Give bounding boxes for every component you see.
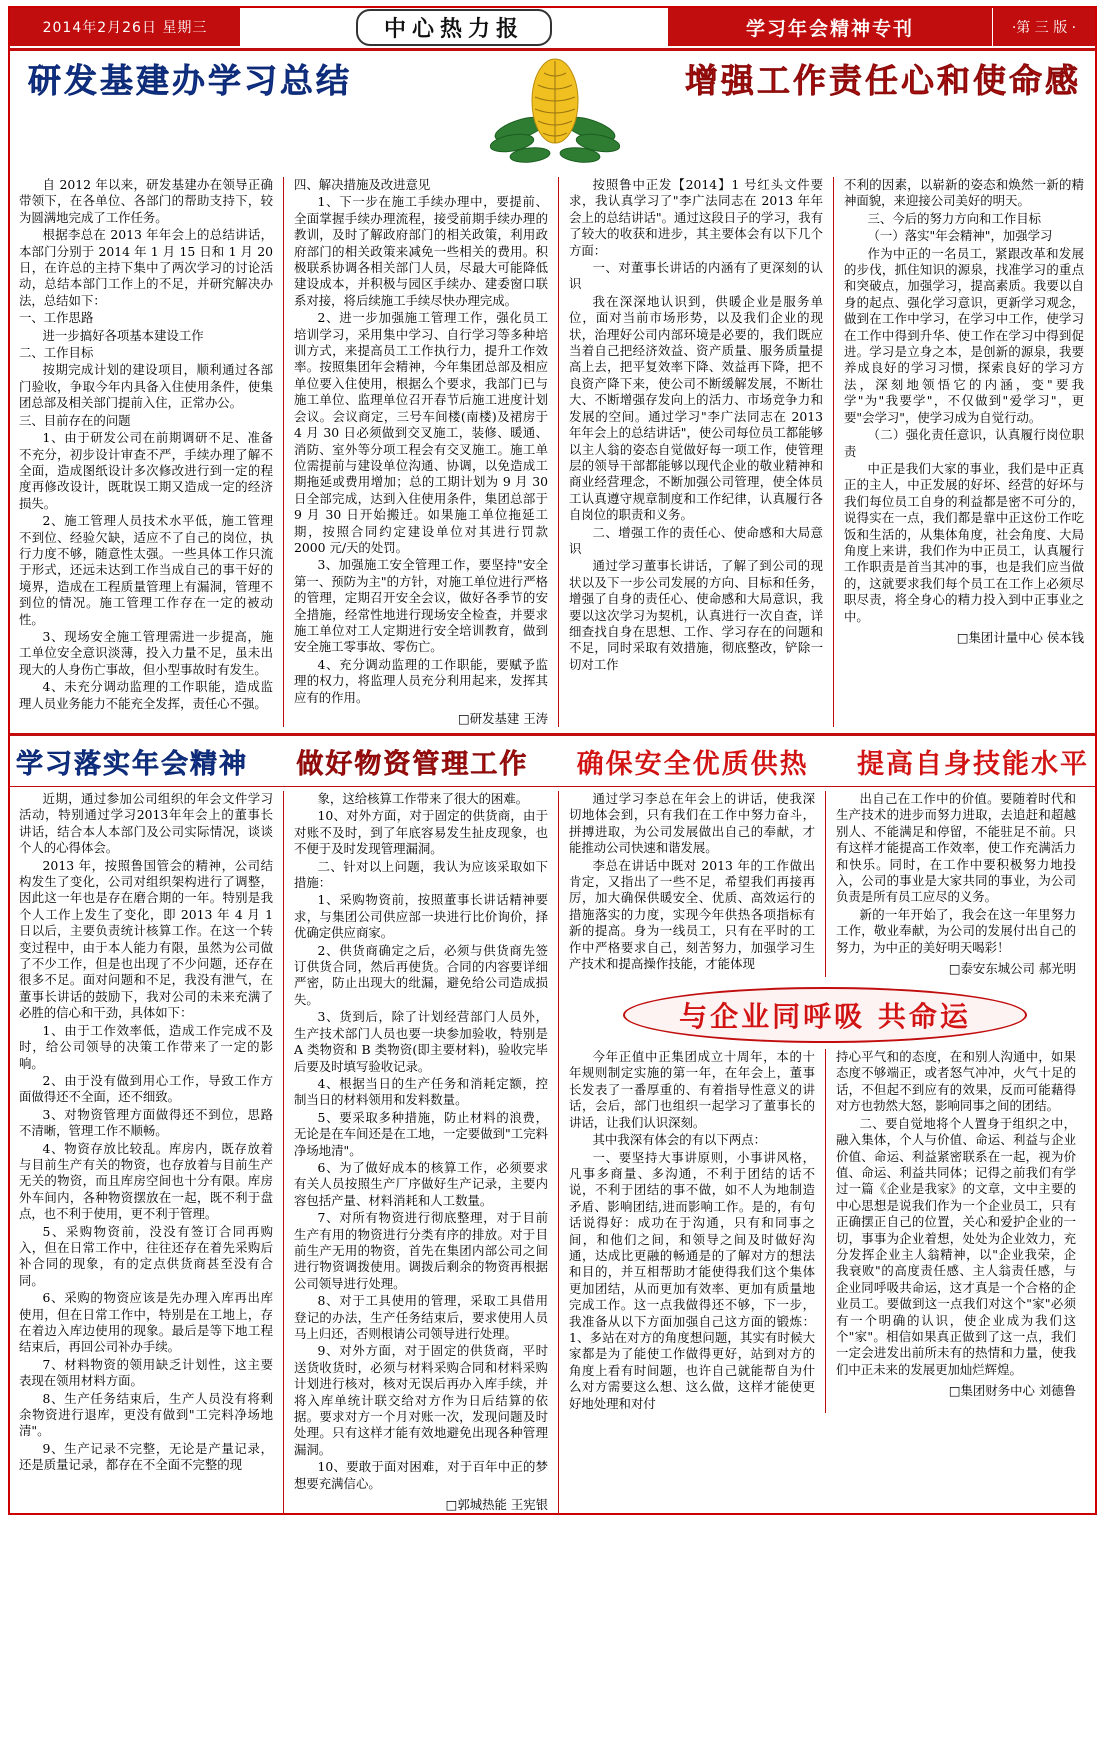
paragraph: 近期，通过参加公司组织的年会文件学习活动，特别通过学习2013年年会上的董事长讲话，结合本人本部门及公司实际情况，谈谈个人的心得体会。	[19, 791, 273, 856]
right-bottom-block	[560, 1049, 1090, 1413]
article-column-9	[560, 1049, 824, 1413]
paragraph: 出自己在工作中的价值。要随着时代和生产技术的进步而努力进取，去追赶和超越别人、不能满足和停留，不能驻足不前。只有这样才能提高工作效率，使工作充满活力和快乐。同时，在工作中要积极努力地投入，公司的事业是大家共同的事业，为公司负责是所有员工应尽的义务。	[836, 791, 1076, 905]
section2-headline-right-b: 提高自身技能水平	[856, 749, 1089, 780]
paragraph: 二、针对以上问题，我认为应该采取如下措施：	[294, 858, 548, 891]
paragraph: 1、采购物资前，按照董事长讲话精神要求，与集团公司供应部一块进行比价询价，择优确定供应商家。	[294, 892, 548, 941]
paragraph: 根据李总在 2013 年年会上的总结讲话，本部门分别于 2014 年 1 月 15 日和 1 月 20 日，在许总的主持下集中了两次学习的讨论活动，总结本部门工作上的不足，并研究解决办法，总结如下：	[19, 227, 273, 308]
paragraph: 2、由于没有做到用心工作，导致工作方面做得还不全面，还不细致。	[19, 1072, 273, 1105]
paragraph: 一、要坚持大事讲原则，小事讲风格，凡事多商量、多沟通，不利于团结的话不说，不利于团结的事不做，如不人为地制造矛盾、影响团结,进而影响工作。是的，有句话说得好：成功在于沟通，只有和同事之间，和他们之间，和领导之间及时做好沟通，达成比更融的畅通是的了解对方的想法和目的，并互相帮助才能使得我们这个集体更加团结，从而更加有效率、更加有质量地完成工作。这一点我做得还不够，下一步，我准备从以下方面加强自己这方面的锻炼：1、多站在对方的角度想问题，其实有时候大家都是为了能使工作做得更好，站到对方的角度上看有时间题，也许自己就能帮自为什么对方需要这么想、这么做，这样才能使更好地处理和对付	[569, 1149, 815, 1411]
right-half	[560, 791, 1090, 1513]
paragraph: 三、目前存在的问题	[19, 412, 131, 428]
article-column-3	[560, 177, 832, 727]
paragraph: 今年正值中正集团成立十周年，本的十年规则制定实施的第一年，在年会上，董事长发表了一番厚重的、有着指导性意义的讲话，会后，部门也组织一起学习了董事长的讲话，让我们认识深刻。	[569, 1049, 815, 1130]
paragraph: 1、由于研发公司在前期调研不足、准备不充分，初步设计审查不严，手续办理了解不全面，造成图纸设计多次修改进行到一定的程度再修改设计，既耽误工期又造成一定的经济损失。	[19, 430, 273, 511]
section2-headline-band	[10, 736, 1095, 785]
section-rule-thin	[10, 786, 1095, 787]
paragraph: 4、未充分调动监理的工作职能，造成监理人员业务能力不能充全发挥，责任心不强。	[19, 679, 273, 711]
article-byline: □泰安东城公司 郝光明	[948, 961, 1076, 977]
section2-headline-mid: 做好物资管理工作	[296, 749, 529, 780]
top-article-block	[10, 177, 1095, 727]
paragraph: 10、要敢于面对困难，对于百年中正的梦想要充满信心。	[294, 1459, 548, 1491]
paragraph: 一、对董事长讲话的内涵有了更深刻的认识	[569, 260, 823, 292]
paragraph: 9、生产记录不完整，无论是产量记录，还是质量记录，都存在不全面不完整的现	[19, 1440, 273, 1473]
column-divider	[833, 177, 834, 727]
article-byline: □研发基建 王涛	[458, 711, 548, 726]
headline-left: 研发基建办学习总结	[28, 61, 352, 100]
paragraph: （一）落实"年会精神"，加强学习	[867, 228, 1053, 244]
article-column-7	[560, 791, 824, 977]
page-title: 中心热力报	[356, 9, 552, 46]
headline-right-wrap	[620, 55, 1096, 102]
paragraph: 2、供货商确定之后，必须与供货商先签订供货合同，然后再使货。合同的内容要详细严密，防止出现大的纰漏，避免给公司造成损失。	[294, 942, 548, 1007]
paragraph: 二、要自觉地将个人置身于组织之中，融入集体，个人与价值、命运、利益与企业价值、命运、利益紧密联系在一起，视为价值、命运、利益共同体；记得之前我们有学过一篇《企业是我家》的文章，文中主要的中心思想是说我们作为一个企业员工，只有正确摆正自己的位置，关心和爱护企业的一切，事事为企业着想，处处为企业效力，充分发挥企业主人翁精神，以"企业我荣，企我衰败"的高度责任感、主人翁责任感，与企业同呼吸共命运，这才真是一个合格的企业员工。要做到这一点我们对这个"家"必须有一个明确的认识，使企业成为我们这个"家"。相信如果真正做到了这一点，我们一定会进发出前所未有的热情和力量，使我们中正未来的发展更加灿烂辉煌。	[836, 1115, 1076, 1377]
paragraph: 三、今后的努力方向和工作目标	[867, 210, 1042, 226]
paragraph: 一、工作思路	[19, 310, 94, 326]
article-column-8	[827, 791, 1085, 977]
article-column-4	[835, 177, 1093, 727]
paragraph: 9、对外方面，对于固定的供货商，平时送货收货时，必须与材料采购合同和材料采购计划进行核对，核对无误后再办入库手续，并将入库单统计联交给对方作为日后结算的依据。要求对方一个月对账一次，发现问题及时处理。只有这样才能有效地避免出现各种管理漏洞。	[294, 1343, 548, 1457]
pine-cone-logo	[490, 55, 620, 175]
masthead-date: 2014年2月26日 星期三	[10, 8, 240, 46]
paragraph: 象，这给核算工作带来了很大的困难。	[317, 791, 529, 806]
paragraph: 2、施工管理人员技术水平低，施工管理不到位、经验欠缺，适应不了自己的岗位，执行力度不够，随意性太强。一些具体工作只流于形式，还远未达到工作当成自己的事干好的境界，造成在工程质量管理上有漏洞，管理不到位的情况。施工管理工作存在一定的被动性。	[19, 513, 273, 627]
section2-headline-right-a: 确保安全优质供热	[576, 749, 809, 780]
paragraph: 10、对外方面，对于固定的供货商，由于对账不及时，到了年底容易发生扯皮现象，也不便于及时发现管理漏洞。	[294, 808, 548, 857]
paragraph: 新的一年开始了，我会在这一年里努力工作，敬业奉献，为公司的发展付出自己的努力，为中正的美好明天喝彩！	[836, 906, 1076, 955]
paragraph: 1、下一步在施工手续办理中，要提前、全面掌握手续办理流程，接受前期手续办理的教训，及时了解政府部门的相关政策，利用政府部门的相关政策来减免一些相关的费用。积极联系协调各相关部门人员，尽最大可能降低建设成本，并积极与园区手续办、建委窗口联系对接，将后续施工手续尽快办理完成。	[294, 194, 548, 308]
paragraph: （二）强化责任意识，认真履行岗位职责	[844, 427, 1084, 459]
paragraph: 持心平气和的态度，在和别人沟通中，如果态度不够端正，或者怒气冲冲，火气十足的话，不但起不到应有的效果，反而可能藉得对方也勃然大怒，影响同事之间的团结。	[836, 1049, 1076, 1114]
article-column-2	[285, 177, 557, 727]
oval-headline: 与企业同呼吸 共命运	[679, 1000, 971, 1034]
article-column-1	[10, 177, 282, 727]
paragraph: 6、采购的物资应该是先办理入库再出库使用，但在日常工作中，特别是在工地上，存在着边入库边使用的现象。最后是等下地工程结束后，再回公司补办手续。	[19, 1290, 273, 1355]
article-byline: □集团财务中心 刘德鲁	[948, 1383, 1076, 1399]
paragraph: 其中我深有体会的有以下两点：	[592, 1132, 767, 1148]
article-column-5	[10, 791, 282, 1513]
headline-left-wrap	[10, 55, 490, 102]
paragraph: 5、要采取多种措施，防止材料的浪费，无论是在车间还是在工地，一定要做到"工完料净场地清"。	[294, 1109, 548, 1158]
article-column-10	[827, 1049, 1085, 1413]
paragraph: 二、增强工作的责任心、使命感和大局意识	[569, 524, 823, 556]
column-divider	[283, 177, 284, 727]
paragraph: 6、为了做好成本的核算工作，必须要求有关人员按照生产厂序做好生产记录，主要内容包括产量、材料消耗和人工数量。	[294, 1159, 548, 1208]
paragraph: 中正是我们大家的事业，我们是中正真正的主人，中正发展的好坏、经营的好坏与我们每位员工自身的利益都是密不可分的，说得实在一点，我们都是靠中正这份工作吃饭和生活的，从集体角度，社会角度、大局角度上来讲，我们作为中正员工，认真履行工作职责是首当其冲的事，也是我们应当做的，这就要求我们每个员工在工作上必须尽职尽责，将全身心的精力投入到中正事业之中。	[844, 460, 1084, 624]
masthead-edition: ·第 三 版 ·	[992, 8, 1095, 46]
headline-right: 增强工作责任心和使命感	[685, 61, 1081, 100]
masthead-special-issue: 学习年会精神专刊	[668, 8, 992, 46]
paragraph: 按照鲁中正发【2014】1 号红头文件要求，我认真学习了"李广法同志在 2013 年年会上的总结讲话"。通过这段日子的学习，我有了较大的收获和进步，其主要体会有以下几个方面：	[569, 177, 823, 258]
paragraph: 进一步搞好各项基本建设工作	[42, 327, 204, 343]
paragraph: 4、物资存放比较乱。库房内，既存放着与目前生产有关的物资，也存放着与目前生产无关的物资，而且库房空间也十分有限。库房外车间内，各种物资摆放在一起，既不利于盘点，也不利于使用，更不利于管理。	[19, 1140, 273, 1222]
column-divider	[558, 791, 559, 1513]
paragraph: 按期完成计划的建设项目，顺利通过各部门验收，争取今年内具备入住使用条件，使集团总部及相关部门提前入住，正常办公。	[19, 362, 273, 411]
paragraph: 3、货到后，除了计划经营部门人员外，生产技术部门人员也要一块参加验收，特别是 A 类物资和 B 类物资(即主要材料)，验收完毕后要及时填写验收记录。	[294, 1009, 548, 1074]
paragraph: 二、工作目标	[19, 345, 94, 361]
paragraph: 5、采购物资前，没没有签订合同再购入，但在日常工作中，往往还存在着先采购后补合同的现象，有的定点供货商甚至没有合同。	[19, 1223, 273, 1288]
right-top-block	[560, 791, 1090, 977]
paragraph: 我在深深地认识到，供暖企业是服务单位，面对当前市场形势，以及我们企业的现状，治理好公司内部环境是必要的，我们既应当着自己把经济效益、资产质量、服务质量提高上去，把平复效率下降、效益再下降，把不良资产降下来，使公司不断缓解发展，不断壮大、不断增强存发向上的活力、市场竞争力和发展的空间。通过学习"李广法同志在 2013 年年会上的总结讲话"，使公司每位员工都能够以主人翁的姿态自觉做好每一项工作，使管理层的领导干部都能够以现代企业的敬业精神和商业经营理念，不断加强公司管理，使全体员工认真遵守规章制度和工作纪律，认真履行各自岗位的职责和义务。	[569, 293, 823, 523]
column-divider	[558, 177, 559, 727]
paragraph: 3、现场安全施工管理需进一步提高，施工单位安全意识淡薄，投入力量不足，虽未出现大的人身伤亡事故，但小型事故时有发生。	[19, 628, 273, 677]
masthead-title-wrap	[240, 8, 668, 46]
article-column-6	[285, 791, 557, 1513]
paragraph: 作为中正的一名员工，紧跟改革和发展的步伐，抓住知识的源泉，找准学习的重点和突破点，加强学习，提高素质。我要以自身的起点、强化学习意识，更新学习观念，做到在工作中学习，在学习中工作，使学习在工作中得到升华、使工作在学习中得到促进。学习是立身之本，是创新的源泉，我要养成良好的学习习惯，探索良好的学习方法，深刻地领悟它的内涵，变"要我学"为"我要学"，不仅做到"爱学习"，更要"会学习"，使学习成为自觉行动。	[844, 245, 1084, 425]
oval-headline-box	[623, 987, 1027, 1043]
bottom-article-block	[10, 791, 1095, 1513]
paragraph: 8、生产任务结束后，生产人员没有将剩余物资进行退库，更没有做到"工完料净场地清"。	[19, 1390, 273, 1439]
paragraph: 2013 年，按照鲁国管会的精神，公司结构发生了变化，公司对组织架构进行了调整，因此这一年也是存在磨合期的一年。特别是我个人工作上发生了变化，即 2013 年 4 月 1 日以后，主要负责统计核算工作。在这一个转变过程中，由于本人能力有限，虽然为公司做了不少工作，但是也出现了不少问题，还存在很多不足。面对问题和不足，我没有泄气，在董事长讲话的鼓励下，我对公司的未来充满了必胜的信心和干劲，具体如下：	[19, 857, 273, 1021]
headline-band	[10, 51, 1095, 177]
article-byline: □集团计量中心 侯本钱	[956, 629, 1084, 645]
article-byline: □郭城热能 王宪银	[445, 1497, 548, 1513]
paragraph: 李总在讲话中既对 2013 年的工作做出肯定，又指出了一些不足，希望我们再接再厉，加大确保供暖安全、优质、高效运行的措施落实的力度，实现今年供热各项指标有新的提高。身为一线员工，只有在平时的工作中严格要求自己，刻苦努力，加强学习生产技术和提高操作技能，才能体现	[569, 857, 815, 972]
column-divider	[825, 791, 826, 977]
paragraph: 2、进一步加强施工管理工作，强化员工培训学习，采用集中学习、自行学习等多种培训方式，来提高员工工作执行力，提升工作效率。按照集团年会精神，今年集团总部及相应单位要入住使用，根据么个要求，我部门已与施工单位、监理单位召开春节后施工进度计划会议。会议商定，三号车间楼(南楼)及裙房于 4 月 30 日必须做到交叉施工，装修、暖通、消防、室外等分项工程会有交叉施工。施工单位需提前与建设单位沟通、协调，以免造成工期拖延或费用增加；总的工期计划为 9 月 30 日全部完成，达到入住使用条件，集团总部于 9 月 30 日开始搬迁。如果施工单位拖延工期，按照合同约定建设单位对其进行罚款 2000 元/天的处罚。	[294, 310, 548, 555]
column-divider	[825, 1049, 826, 1413]
paragraph: 不利的因素，以崭新的姿态和焕然一新的精神面貌，来迎接公司美好的明天。	[844, 177, 1084, 209]
section2-headline-left: 学习落实年会精神	[16, 749, 248, 780]
paragraph: 4、根据当日的生产任务和消耗定额，控制当日的材料领用和发料数量。	[294, 1075, 548, 1108]
paragraph: 通过学习董事长讲话，了解了到公司的现状以及下一步公司发展的方向、目标和任务，增强了自身的责任心、使命感和大局意识，我要以这次学习为契机，认真进行一次自查，详细查找自身在思想、工作、学习存在的问题和不足，同时采取有效措施，彻底整改，铲除一切对工作	[569, 558, 823, 672]
paragraph: 4、充分调动监理的工作职能，要赋予监理的权力，将监理人员充分利用起来，发挥其应有的作用。	[294, 656, 548, 705]
paragraph: 自 2012 年以来，研发基建办在领导正确带领下，在各单位、各部门的帮助支持下，较为圆满地完成了工作任务。	[19, 177, 273, 225]
paragraph: 3、加强施工安全管理工作，要坚持"安全第一、预防为主"的方针，对施工单位进行严格的管理，定期召开安全会议，做好各季节的安全措施，经常性地进行现场安全检查，并要求施工单位对工人定期进行安全培训教育，做到安全施工零事故、零伤亡。	[294, 557, 548, 655]
paragraph: 7、对所有物资进行彻底整理，对于目前生产有用的物资进行分类有序的排放。对于目前生产无用的物资，首先在集团内部公司之间进行物资调拨使用。调拨后剩余的物资再根据公司领导进行处理。	[294, 1210, 548, 1291]
paragraph: 7、材料物资的领用缺乏计划性，这主要表现在领用材料方面。	[19, 1356, 273, 1389]
paragraph: 四、解决措施及改进意见	[294, 177, 431, 192]
paragraph: 8、对于工具使用的管理，采取工具借用登记的办法，生产任务结束后，要求使用人员马上归还，否则根请公司领导进行处理。	[294, 1293, 548, 1341]
paragraph: 3、对物资管理方面做得还不到位，思路不清晰，管理工作不顺畅。	[19, 1106, 273, 1139]
column-divider	[283, 791, 284, 1513]
paragraph: 1、由于工作效率低，造成工作完成不及时，给公司领导的决策工作带来了一定的影响。	[19, 1022, 273, 1071]
masthead	[10, 8, 1095, 46]
paragraph: 通过学习李总在年会上的讲话，使我深切地体会到，只有我们在工作中努力奋斗，拼搏进取，为公司发展做出自己的奉献，才能推动公司快速和谐发展。	[569, 791, 815, 856]
